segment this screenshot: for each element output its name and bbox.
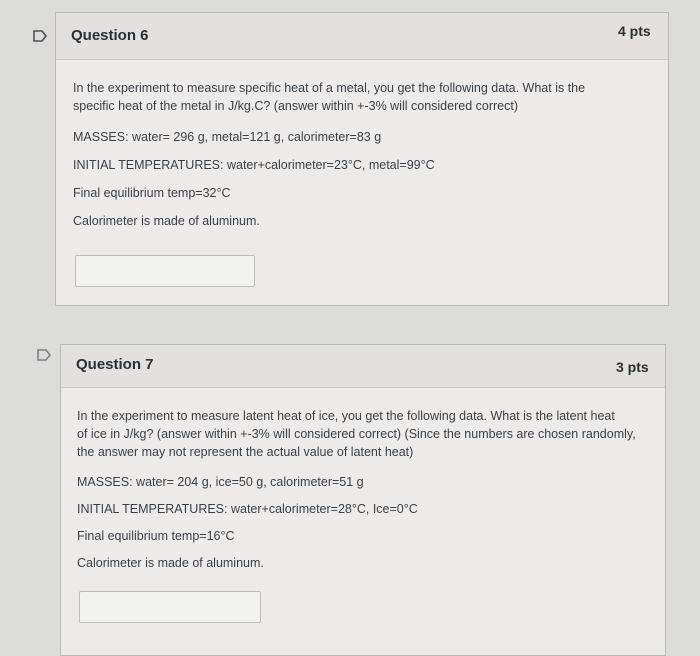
question-prompt: the answer may not represent the actual value of latent heat) bbox=[77, 445, 414, 459]
final-temp-text: Final equilibrium temp=16°C bbox=[77, 529, 235, 543]
flag-question-icon[interactable] bbox=[33, 30, 47, 42]
question-body bbox=[77, 407, 659, 572]
question-prompt: In the experiment to measure specific heat of a metal, you get the following data. What is the bbox=[73, 81, 586, 95]
initial-temps-text: INITIAL TEMPERATURES: water+calorimeter=23°C, metal=99°C bbox=[73, 158, 435, 172]
final-temp-text: Final equilibrium temp=32°C bbox=[73, 186, 231, 200]
masses-text: MASSES: water= 296 g, metal=121 g, calorimeter=83 g bbox=[73, 130, 382, 144]
calorimeter-text: Calorimeter is made of aluminum. bbox=[77, 556, 264, 570]
question-title: Question 6 bbox=[71, 27, 149, 44]
question-card-6 bbox=[55, 12, 669, 306]
question-points: 3 pts bbox=[616, 359, 649, 375]
question-prompt: In the experiment to measure latent heat of ice, you get the following data. What is the latent heat bbox=[77, 409, 615, 423]
answer-input[interactable] bbox=[75, 255, 255, 287]
question-prompt: specific heat of the metal in J/kg.C? (answer within +-3% will considered correct) bbox=[73, 99, 518, 113]
answer-input[interactable] bbox=[79, 591, 261, 623]
calorimeter-text: Calorimeter is made of aluminum. bbox=[73, 214, 260, 228]
masses-text: MASSES: water= 204 g, ice=50 g, calorimeter=51 g bbox=[77, 475, 364, 489]
flag-question-icon[interactable] bbox=[37, 349, 51, 361]
question-card-7 bbox=[60, 344, 666, 656]
initial-temps-text: INITIAL TEMPERATURES: water+calorimeter=28°C, Ice=0°C bbox=[77, 502, 418, 516]
question-points: 4 pts bbox=[618, 23, 651, 39]
question-prompt: of ice in J/kg? (answer within +-3% will considered correct) (Since the numbers are chosen randomly, bbox=[77, 427, 636, 441]
question-body bbox=[73, 79, 653, 230]
question-header bbox=[56, 13, 668, 60]
question-title: Question 7 bbox=[76, 356, 154, 373]
question-header bbox=[61, 345, 665, 388]
